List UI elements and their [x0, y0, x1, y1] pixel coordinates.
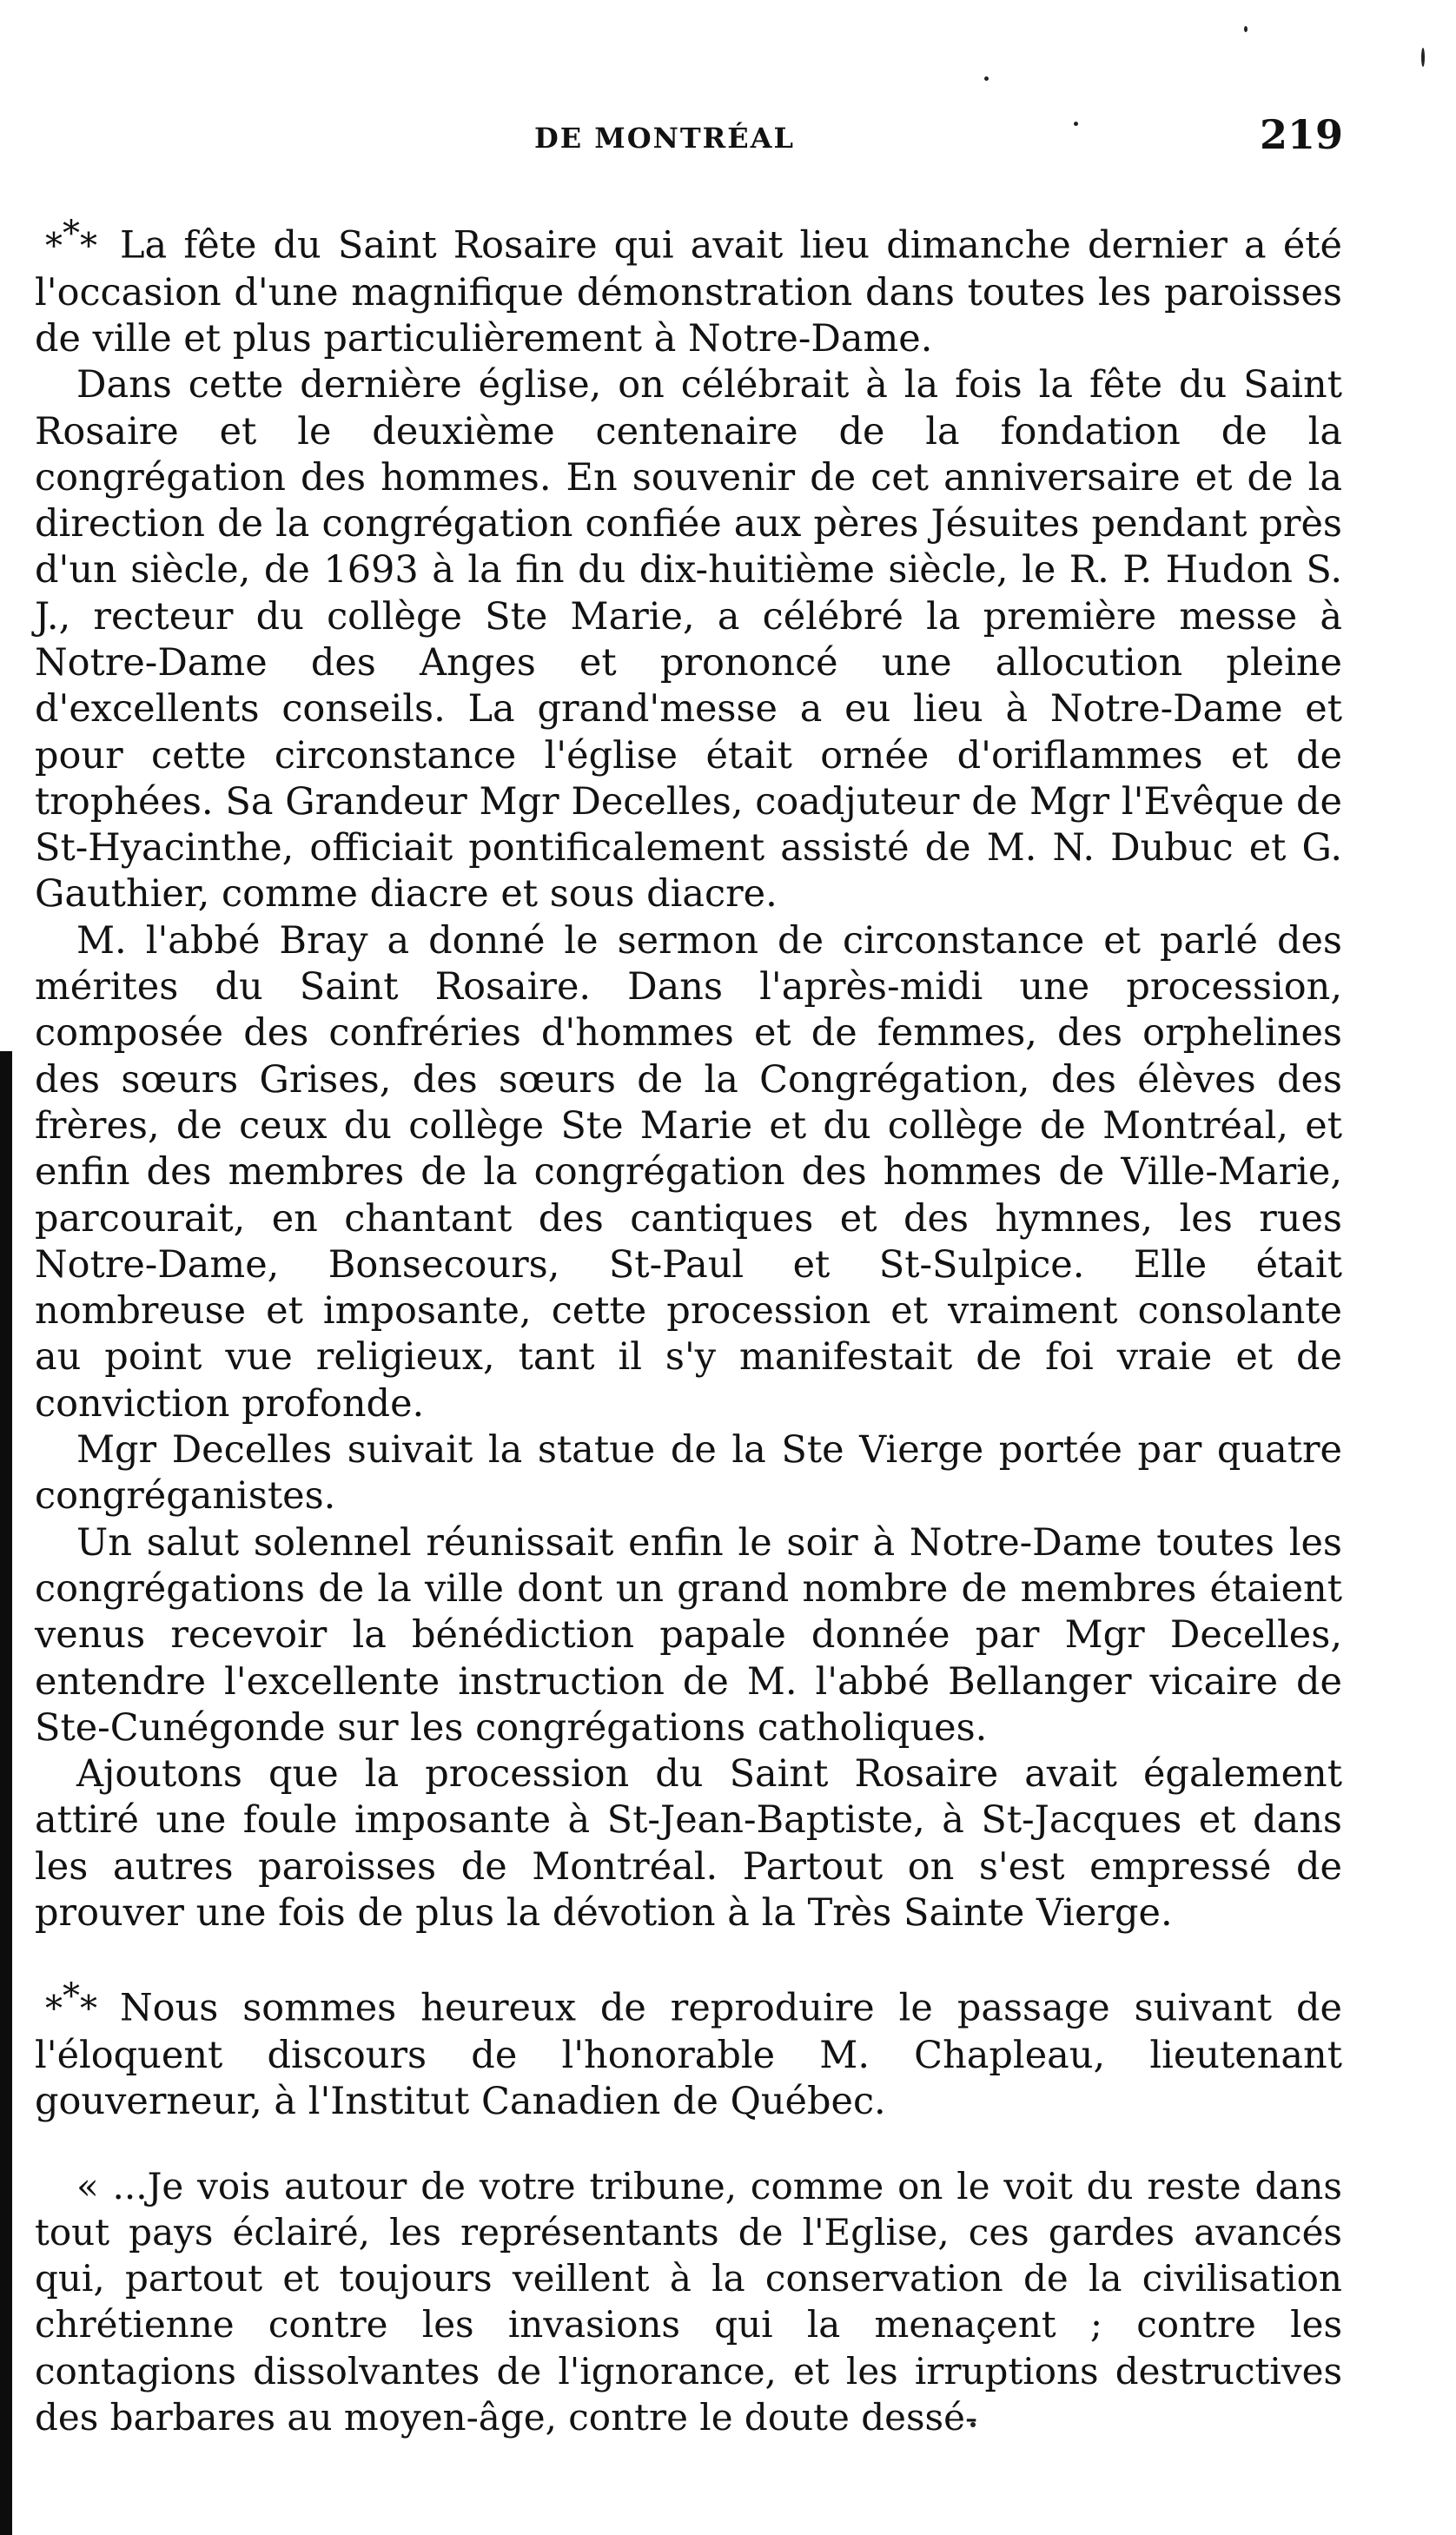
scan-speck — [984, 76, 989, 81]
quotation — [35, 2163, 1342, 2441]
paragraph: *** Nous sommes heureux de reproduire le passage suivant de l'éloquent discours de l'honorable M. Chapleau, lieutenant gouverneur, à l'Institut Canadien de Québec. — [35, 1974, 1342, 2125]
page-number: 219 — [1260, 111, 1344, 158]
scan-speck — [1244, 26, 1248, 32]
paragraph: Dans cette dernière église, on célébrait à la fois la fête du Saint Rosaire et le deuxième centenaire de la fondation de la congrégation des hommes. En souvenir de cet anniversaire et de la direction de la congrégation confiée aux pères Jésuites pendant près d'un siècle, de 1693 à la fin du dix-huitième siècle, le R. P. Hudon S. J., recteur du collège Ste Marie, a célébré la première messe à Notre-Dame des Anges et prononcé une allocution pleine d'excellents conseils. La grand'messe a eu lieu à Notre-Dame et pour cette circonstance l'église était ornée d'oriflammes et de trophées. Sa Grandeur Mgr Decelles, coadjuteur de Mgr l'Evêque de St-Hyacinthe, officiait pontificalement assisté de M. N. Dubuc et G. Gauthier, comme diacre et sous diacre. — [35, 363, 1342, 917]
scan-speck — [1074, 122, 1078, 126]
scan-speck — [1421, 48, 1425, 67]
scan-edge-shadow — [0, 1051, 12, 2535]
paragraph: M. l'abbé Bray a donné le sermon de circonstance et parlé des mérites du Saint Rosaire. Dans l'après-midi une procession, composée des confréries d'hommes et de femmes, des orphelines des sœurs Grises, des sœurs de la Congrégation, des élèves des frères, de ceux du collège Ste Marie et du collège de Montréal, et enfin des membres de la congrégation des hommes de Ville-Marie, parcourait, en chantant des cantiques et des hymnes, les rues Notre-Dame, Bonsecours, St-Paul et St-Sulpice. Elle était nombreuse et imposante, cette procession et vraiment consolante au point vue religieux, tant il s'y manifestait de foi vraie et de conviction profonde. — [35, 918, 1342, 1426]
article-body — [35, 211, 1342, 2440]
asterism: *** — [45, 214, 97, 267]
paragraph: Ajoutons que la procession du Saint Rosaire avait également attiré une foule imposante à St-Jean-Baptiste, à St-Jacques et dans les autres paroisses de Montréal. Partout on s'est empressé de prouver une fois de plus la dévotion à la Très Sainte Vierge. — [35, 1752, 1342, 1936]
quoted-paragraph: « ...Je vois autour de votre tribune, comme on le voit du reste dans tout pays éclairé, les représentants de l'Eglise, ces gardes avancés qui, partout et toujours veillent à la conservation de la civilisation chrétienne contre les invasions qui la menaçent ; contre les contagions dissolvantes de l'ignorance, et les irruptions destructives des barbares au moyen-âge, contre le doute dessé- — [35, 2164, 1342, 2439]
paragraph: Un salut solennel réunissait enfin le soir à Notre-Dame toutes les congrégations de la ville dont un grand nombre de membres étaient venus recevoir la bénédiction papale donnée par Mgr Decelles, entendre l'excellente instruction de M. l'abbé Bellanger vicaire de Ste-Cunégonde sur les congrégations catholiques. — [35, 1520, 1342, 1750]
asterism: *** — [45, 1976, 97, 2029]
paragraph: *** La fête du Saint Rosaire qui avait lieu dimanche dernier a été l'occasion d'une magnifique démonstration dans toutes les paroisses de ville et plus particulièrement à Notre-Dame. — [35, 211, 1342, 362]
paragraph: Mgr Decelles suivait la statue de la Ste Vierge portée par quatre congréganistes. — [35, 1428, 1342, 1519]
running-header: DE MONTRÉAL — [534, 122, 795, 155]
